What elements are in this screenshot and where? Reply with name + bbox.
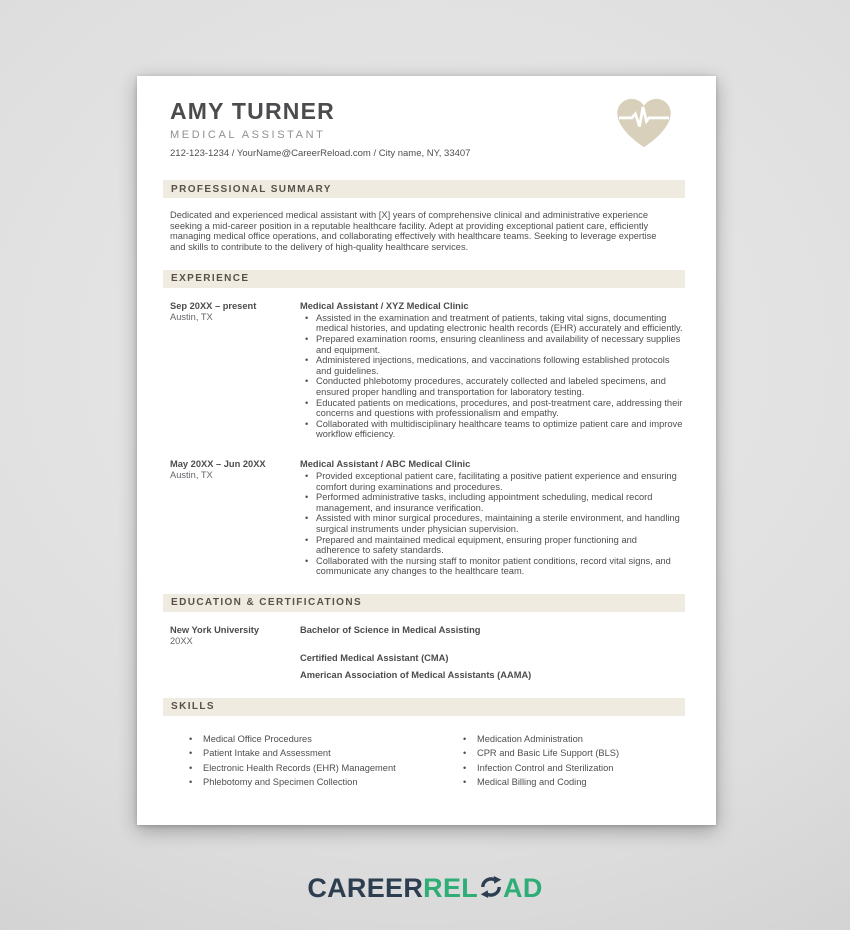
experience-entry <box>170 301 685 440</box>
job-bullet: • Conducted phlebotomy procedures, accurately collected and labeled specimens, and ensured proper handling and transportation for laboratory testing. <box>300 376 685 397</box>
section-heading-summary-label: PROFESSIONAL SUMMARY <box>171 183 332 195</box>
job-bullet-list <box>300 313 685 440</box>
careerreload-logo <box>0 873 850 903</box>
skill-item: • Medical Billing and Coding <box>461 775 685 790</box>
heart-pulse-icon <box>616 98 672 148</box>
job-dates: May 20XX – Jun 20XX <box>170 458 266 469</box>
job-bullet: • Educated patients on medications, procedures, and post-treatment care, addressing their concerns and questions with professionalism and empathy. <box>300 398 685 419</box>
certification: American Association of Medical Assistants (AAMA) <box>300 669 532 680</box>
experience-date-column <box>170 301 300 440</box>
contact-line: 212-123-1234 / YourName@CareerReload.com / City name, NY, 33407 <box>170 148 471 159</box>
skills-right-column <box>461 732 685 790</box>
logo-text-ad: AD <box>503 873 543 903</box>
job-bullet: • Assisted with minor surgical procedures, maintaining a sterile environment, and handling surgical instruments under physician supervision. <box>300 513 685 534</box>
education-detail-column <box>300 625 685 681</box>
job-bullet: • Performed administrative tasks, including appointment scheduling, medical record management, and insurance verification. <box>300 492 685 513</box>
experience-entry <box>170 459 685 577</box>
job-bullet: • Assisted in the examination and treatment of patients, taking vital signs, documenting medical histories, and updating electronic health records (EHR) accurately and efficiently. <box>300 313 685 334</box>
skills-left-column <box>187 732 461 790</box>
job-bullet: • Collaborated with the nursing staff to monitor patient conditions, record vital signs, and communicate any changes to the healthcare team. <box>300 556 685 577</box>
job-dates: Sep 20XX – present <box>170 300 257 311</box>
job-bullet: • Collaborated with multidisciplinary healthcare teams to optimize patient care and improve workflow efficiency. <box>300 419 685 440</box>
experience-detail-column <box>300 301 685 440</box>
job-title-company: Medical Assistant / ABC Medical Clinic <box>300 458 471 469</box>
skill-item: • Infection Control and Sterilization <box>461 761 685 776</box>
job-location: Austin, TX <box>170 469 213 480</box>
skill-item: • Medication Administration <box>461 732 685 747</box>
job-bullet: • Administered injections, medications, and vaccinations following established protocols and guidelines. <box>300 355 685 376</box>
logo-text-career: CAREER <box>307 873 424 903</box>
section-heading-experience <box>163 270 685 288</box>
degree-name: Bachelor of Science in Medical Assisting <box>300 624 481 635</box>
skill-item: • Patient Intake and Assessment <box>187 746 461 761</box>
experience-detail-column <box>300 459 685 577</box>
reload-icon <box>479 875 503 899</box>
job-bullet: • Prepared and maintained medical equipment, ensuring proper functioning and adherence to safety standards. <box>300 535 685 556</box>
skill-item: • CPR and Basic Life Support (BLS) <box>461 746 685 761</box>
job-bullet-list <box>300 471 685 577</box>
experience-date-column <box>170 459 300 577</box>
section-heading-skills <box>163 698 685 716</box>
certification: Certified Medical Assistant (CMA) <box>300 652 449 663</box>
section-heading-education <box>163 594 685 612</box>
section-heading-education-label: EDUCATION & CERTIFICATIONS <box>171 597 363 609</box>
skill-item: • Phlebotomy and Specimen Collection <box>187 775 461 790</box>
job-bullet: • Provided exceptional patient care, facilitating a positive patient experience and ensuring comfort during examinations and procedures. <box>300 471 685 492</box>
section-heading-skills-label: SKILLS <box>171 701 215 713</box>
job-title-company: Medical Assistant / XYZ Medical Clinic <box>300 300 469 311</box>
skill-item: • Medical Office Procedures <box>187 732 461 747</box>
section-heading-experience-label: EXPERIENCE <box>171 273 250 285</box>
section-heading-summary <box>163 180 685 198</box>
summary-text: Dedicated and experienced medical assistant with [X] years of comprehensive clinical and administrative experience seeking a mid-career position in a reputable healthcare facility. Adept at providing exceptional patient care, efficiently managing medical office operations, and collaborating effectively with healthcare teams. Seeking to leverage expertise and skills to contribute to the delivery of high-quality healthcare services. <box>170 210 657 253</box>
logo-text-rel: REL <box>423 873 479 903</box>
skill-item: • Electronic Health Records (EHR) Management <box>187 761 461 776</box>
skills-columns <box>187 732 685 790</box>
candidate-name: AMY TURNER <box>170 98 335 124</box>
candidate-job-title: MEDICAL ASSISTANT <box>170 129 326 141</box>
job-bullet: • Prepared examination rooms, ensuring cleanliness and availability of necessary supplies and equipment. <box>300 334 685 355</box>
job-location: Austin, TX <box>170 311 213 322</box>
graduation-year: 20XX <box>170 635 193 646</box>
resume-page <box>137 76 716 825</box>
education-entry <box>170 625 685 681</box>
school-name: New York University <box>170 624 260 635</box>
education-date-column <box>170 625 300 681</box>
